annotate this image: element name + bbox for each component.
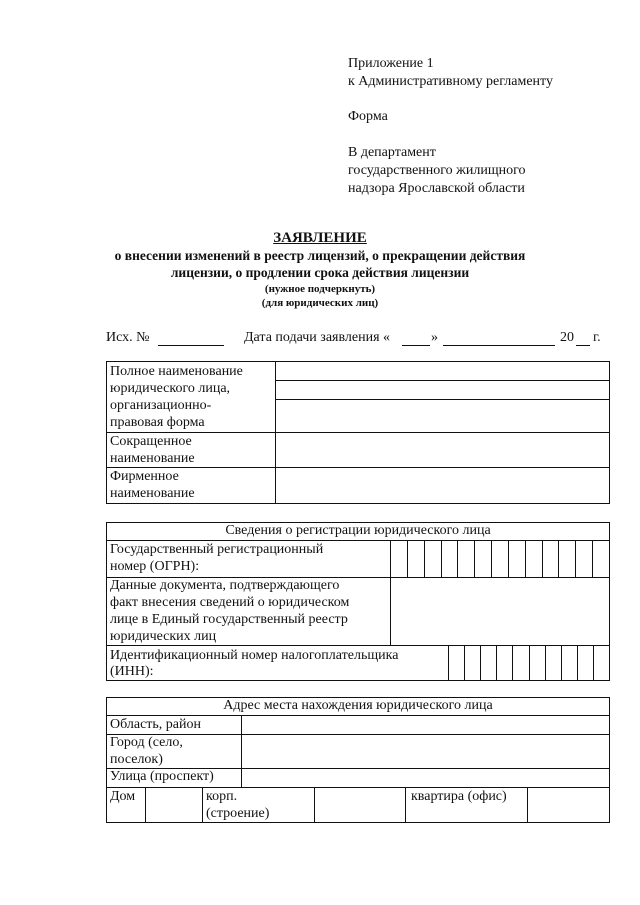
full-name-label: Полное наименование bbox=[110, 364, 243, 379]
inn-divider bbox=[609, 645, 610, 681]
ogrn-digit-cell[interactable] bbox=[391, 541, 407, 577]
regulation-label: к Административному регламенту bbox=[348, 74, 553, 89]
doc-input[interactable] bbox=[391, 578, 609, 645]
ref-number-field[interactable] bbox=[158, 345, 224, 346]
ogrn-digit-cell[interactable] bbox=[593, 541, 609, 577]
address-heading: Адрес места нахождения юридического лица bbox=[223, 698, 493, 713]
entity-note: (для юридических лиц) bbox=[261, 297, 379, 309]
year-field[interactable] bbox=[576, 345, 590, 346]
underline-note: (нужное подчеркнуть) bbox=[264, 283, 376, 295]
full-name-label-3: организационно- bbox=[110, 398, 212, 413]
building-input[interactable] bbox=[315, 788, 405, 822]
document-subtitle-1: о внесении изменений в реестр лицензий, о прекращении действия bbox=[114, 248, 526, 263]
region-input[interactable] bbox=[242, 716, 609, 734]
doc-label: Данные документа, подтверждающего bbox=[110, 578, 340, 593]
form-label: Форма bbox=[348, 109, 388, 124]
house-label: Дом bbox=[110, 789, 136, 804]
city-input[interactable] bbox=[242, 735, 609, 768]
apartment-input[interactable] bbox=[528, 788, 609, 822]
document-subtitle-2: лицензии, о продлении срока действия лицензии bbox=[170, 265, 470, 280]
inn-digit-cell[interactable] bbox=[449, 646, 464, 681]
building-label: корп. bbox=[206, 789, 238, 804]
short-name-label-2: наименование bbox=[110, 451, 195, 466]
date-quote-close: » bbox=[431, 330, 438, 345]
ogrn-digit-cell[interactable] bbox=[458, 541, 474, 577]
brand-name-input[interactable] bbox=[276, 468, 609, 503]
appendix-label: Приложение 1 bbox=[348, 56, 434, 71]
region-label: Область, район bbox=[110, 717, 201, 732]
city-label: Город (село, bbox=[110, 735, 183, 750]
inn-digit-cell[interactable] bbox=[562, 646, 577, 681]
inn-digit-cell[interactable] bbox=[481, 646, 496, 681]
ogrn-digit-cell[interactable] bbox=[442, 541, 458, 577]
street-label: Улица (проспект) bbox=[110, 769, 214, 784]
doc-label-2: факт внесения сведений о юридическом bbox=[110, 595, 350, 610]
recipient-line-1: В департамент bbox=[348, 145, 436, 160]
inn-digit-cell[interactable] bbox=[546, 646, 561, 681]
recipient-line-3: надзора Ярославской области bbox=[348, 181, 525, 196]
inn-digit-cell[interactable] bbox=[594, 646, 609, 681]
ogrn-label-2: номер (ОГРН): bbox=[110, 559, 200, 574]
street-input[interactable] bbox=[242, 769, 609, 787]
inn-label-2: (ИНН): bbox=[110, 664, 154, 679]
ref-number-label: Исх. № bbox=[106, 330, 150, 345]
full-name-label-4: правовая форма bbox=[110, 415, 205, 430]
ogrn-digit-cell[interactable] bbox=[475, 541, 491, 577]
short-name-input[interactable] bbox=[276, 433, 609, 467]
date-day-field[interactable] bbox=[402, 345, 430, 346]
full-name-input-3[interactable] bbox=[276, 400, 609, 432]
ogrn-digit-cell[interactable] bbox=[559, 541, 575, 577]
doc-label-3: лице в Единый государственный реестр bbox=[110, 612, 348, 627]
inn-digit-cell[interactable] bbox=[513, 646, 528, 681]
year-prefix: 20 bbox=[560, 330, 574, 345]
inn-digit-cell[interactable] bbox=[465, 646, 480, 681]
ogrn-digit-cell[interactable] bbox=[408, 541, 424, 577]
inn-label: Идентификационный номер налогоплательщика bbox=[110, 648, 399, 663]
house-input[interactable] bbox=[146, 788, 202, 822]
ogrn-digit-cell[interactable] bbox=[492, 541, 508, 577]
brand-name-label: Фирменное bbox=[110, 469, 179, 484]
recipient-line-2: государственного жилищного bbox=[348, 163, 526, 178]
ogrn-digit-cell[interactable] bbox=[543, 541, 559, 577]
ogrn-digit-cell[interactable] bbox=[425, 541, 441, 577]
ogrn-label: Государственный регистрационный bbox=[110, 542, 324, 557]
doc-label-4: юридических лиц bbox=[110, 629, 217, 644]
document-title: ЗАЯВЛЕНИЕ bbox=[273, 230, 367, 246]
date-label: Дата подачи заявления « bbox=[244, 330, 391, 345]
year-suffix: г. bbox=[593, 330, 601, 345]
ogrn-divider bbox=[609, 540, 610, 577]
full-name-input-2[interactable] bbox=[276, 381, 609, 399]
city-label-2: поселок) bbox=[110, 752, 163, 767]
ogrn-digit-cell[interactable] bbox=[509, 541, 525, 577]
full-name-input-1[interactable] bbox=[276, 362, 609, 380]
inn-digit-cell[interactable] bbox=[578, 646, 593, 681]
brand-name-label-2: наименование bbox=[110, 486, 195, 501]
ogrn-digit-cell[interactable] bbox=[526, 541, 542, 577]
date-month-field[interactable] bbox=[443, 345, 555, 346]
building-label-2: (строение) bbox=[206, 806, 270, 821]
short-name-label: Сокращенное bbox=[110, 434, 192, 449]
apartment-label: квартира (офис) bbox=[411, 789, 507, 804]
inn-digit-cell[interactable] bbox=[530, 646, 545, 681]
full-name-label-2: юридического лица, bbox=[110, 381, 231, 396]
ogrn-digit-cell[interactable] bbox=[576, 541, 592, 577]
inn-digit-cell[interactable] bbox=[497, 646, 512, 681]
registration-heading: Сведения о регистрации юридического лица bbox=[225, 523, 491, 538]
